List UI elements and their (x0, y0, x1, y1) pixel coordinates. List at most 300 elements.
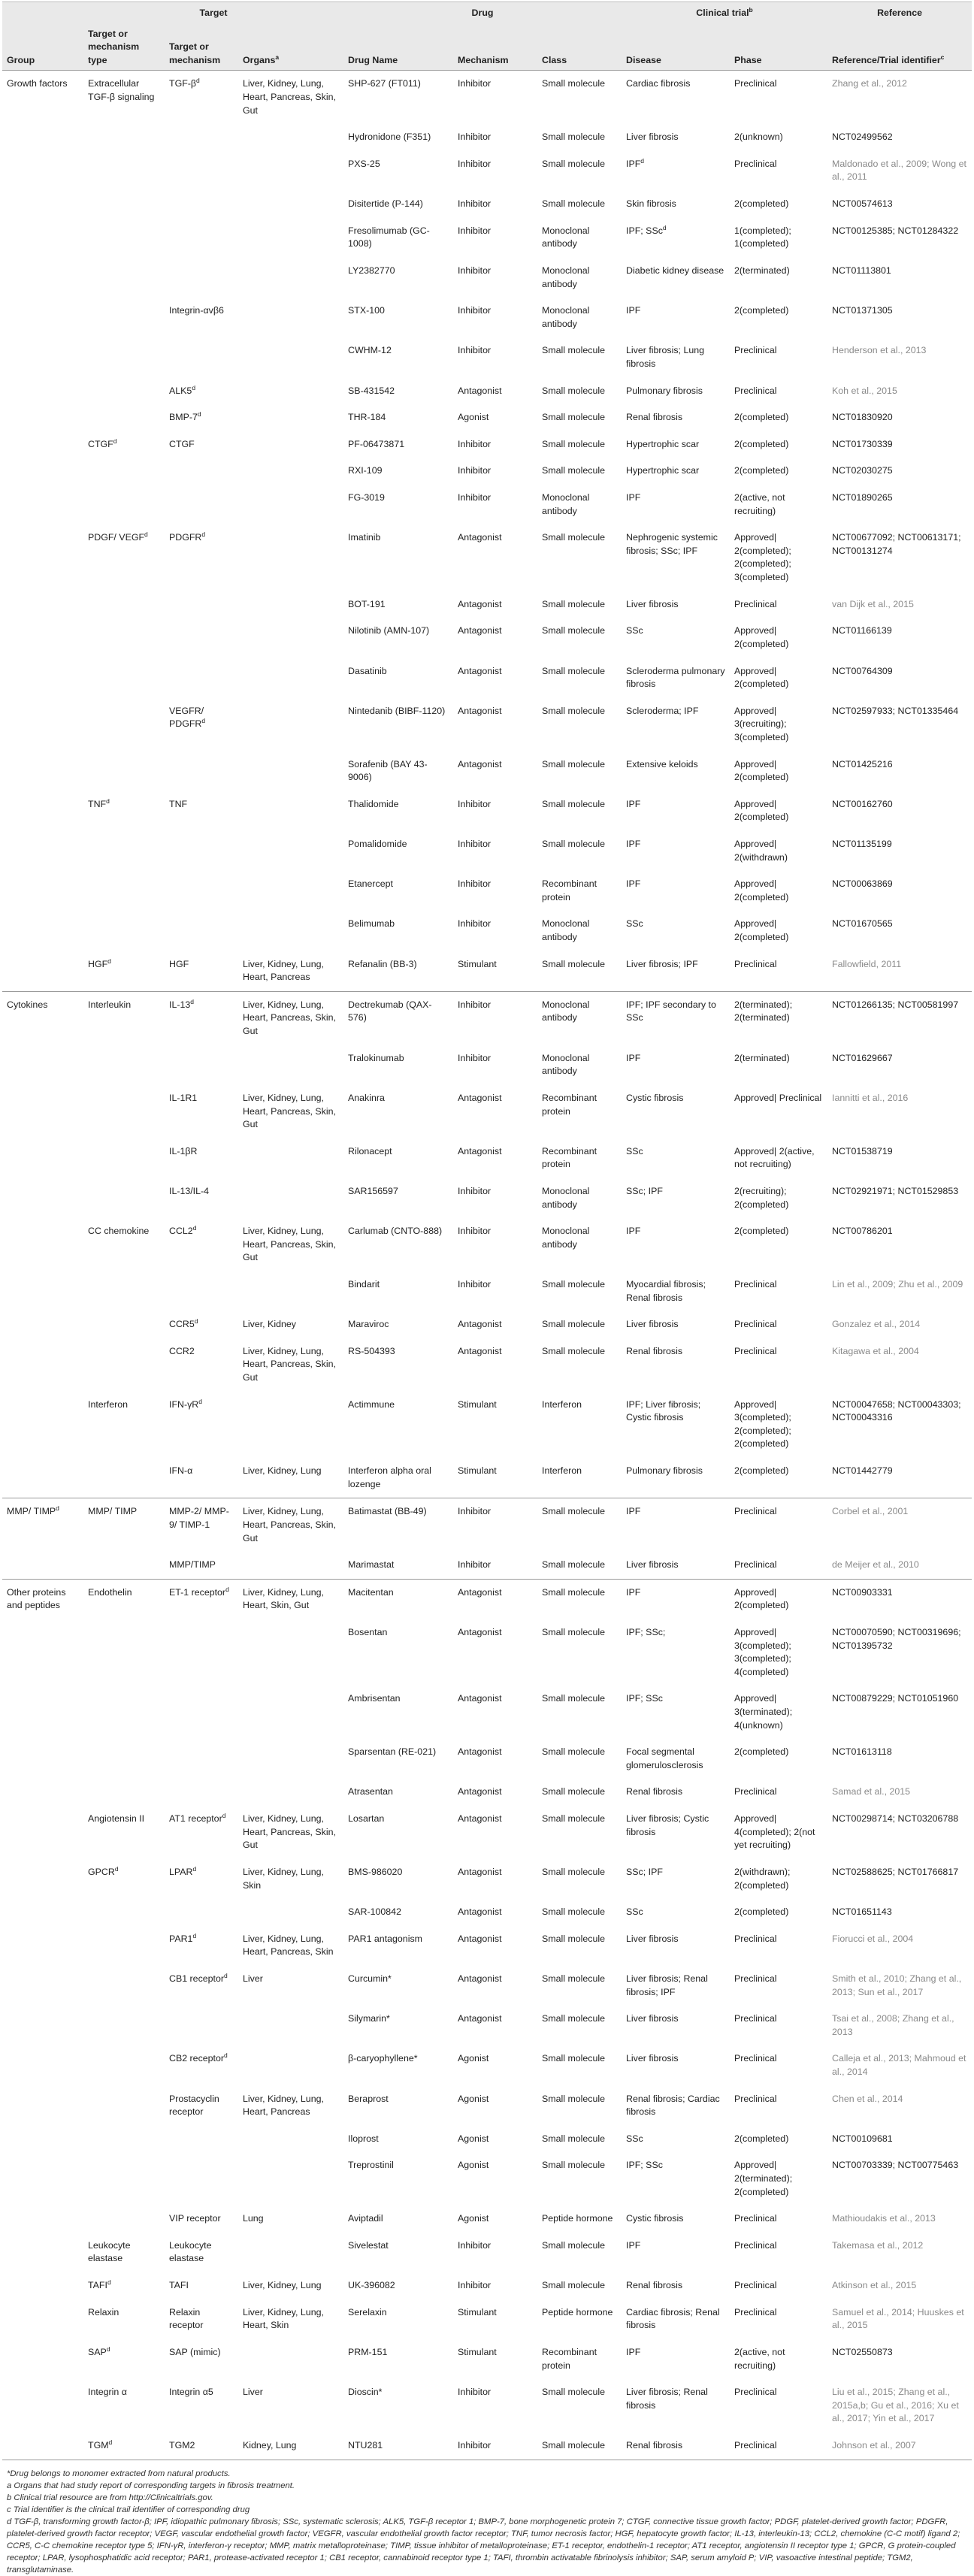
target-type-cell (83, 2299, 165, 2339)
table-row (2, 1859, 972, 1899)
phase-cell (730, 1085, 827, 1138)
mechanism-cell-text: Inhibitor (458, 265, 492, 276)
drug-name-cell-text: Disitertide (P-144) (348, 198, 423, 210)
drug-name-cell (343, 618, 453, 658)
drug-name-cell-text: Tralokinumab (348, 1052, 404, 1063)
mechanism-cell-text: Inhibitor (458, 838, 492, 849)
disease-cell (622, 1552, 730, 1579)
class-cell-text: Recombinant protein (542, 1092, 597, 1117)
target-cell (165, 871, 238, 911)
drug-name-cell (343, 658, 453, 698)
organs-cell (238, 618, 343, 658)
reference-cell (827, 2126, 972, 2153)
drug-name-cell-text: Maraviroc (348, 1319, 389, 1330)
organs-cell-text: Liver, Kidney, Lung, Heart, Pancreas, Skin, Gut (243, 78, 336, 116)
group-cell (2, 1552, 83, 1579)
target-type-cell (83, 618, 165, 658)
target-type-cell (83, 258, 165, 298)
mechanism-cell-text: Inhibitor (458, 132, 492, 143)
class-cell (537, 2339, 622, 2379)
class-cell (537, 218, 622, 258)
class-cell (537, 2272, 622, 2299)
reference-cell-text: NCT00764309 (832, 665, 893, 676)
drug-name-cell (343, 1926, 453, 1966)
drug-name-cell-text: Anakinra (348, 1092, 385, 1103)
mechanism-cell (453, 1926, 537, 1966)
mechanism-cell (453, 2152, 537, 2206)
drug-name-cell (343, 485, 453, 525)
target-cell (165, 1338, 238, 1392)
group-cell (2, 1859, 83, 1899)
phase-cell (730, 951, 827, 992)
drug-name-cell-text: Etanercept (348, 878, 393, 890)
organs-cell-text: Liver, Kidney, Lung, Heart, Pancreas, Skin (243, 1933, 334, 1958)
target-type-cell (83, 1338, 165, 1392)
target-cell-text: CCR2 (169, 1345, 195, 1356)
reference-cell (827, 2299, 972, 2339)
drug-name-cell (343, 1271, 453, 1311)
table-row (2, 658, 972, 698)
organs-cell-text: Liver, Kidney, Lung, Heart, Pancreas, Skin, Gut (243, 1226, 336, 1263)
organs-cell (238, 2126, 343, 2153)
phase-cell (730, 1619, 827, 1686)
disease-cell-text: IPF; IPF secondary to SSc (626, 999, 716, 1023)
drug-name-cell-text: PAR1 antagonism (348, 1933, 422, 1944)
target-type-cell (83, 911, 165, 951)
mechanism-cell-text: Inhibitor (458, 492, 492, 503)
table-row (2, 1966, 972, 2006)
disease-cell-text: Liver fibrosis; IPF (626, 958, 698, 969)
reference-cell-text: NCT02550873 (832, 2346, 893, 2357)
drug-name-cell (343, 1458, 453, 1498)
target-type-cell (83, 1311, 165, 1338)
mechanism-cell-text: Antagonist (458, 1813, 502, 1825)
mechanism-cell-text: Antagonist (458, 1145, 502, 1156)
target-cell (165, 991, 238, 1045)
mechanism-cell (453, 1739, 537, 1779)
phase-cell (730, 2086, 827, 2126)
class-cell (537, 871, 622, 911)
target-type-cell (83, 951, 165, 992)
drug-name-cell (343, 1619, 453, 1686)
drug-name-cell (343, 431, 453, 458)
class-cell-text: Small molecule (542, 838, 606, 849)
reference-cell (827, 871, 972, 911)
class-cell-text: Small molecule (542, 1813, 606, 1825)
reference-cell-text: NCT02499562 (832, 132, 893, 143)
disease-cell-text: IPF (626, 492, 641, 503)
reference-cell (827, 2272, 972, 2299)
target-type-cell-text: Angiotensin II (88, 1813, 145, 1825)
target-cell (165, 404, 238, 431)
class-cell (537, 831, 622, 871)
reference-cell-text: Takemasa et al., 2012 (832, 2239, 924, 2251)
drug-name-cell (343, 2126, 453, 2153)
drug-name-cell (343, 791, 453, 831)
reference-cell (827, 2045, 972, 2085)
group-cell (2, 2045, 83, 2085)
disease-cell-text: SSc (626, 625, 643, 636)
phase-cell-text: Preclinical (734, 2387, 777, 2398)
phase-cell-text: Approved| 2(terminated); 2(completed) (734, 2160, 793, 2197)
disease-cell (622, 2152, 730, 2206)
table-row (2, 591, 972, 618)
disease-cell (622, 1338, 730, 1392)
target-type-cell (83, 404, 165, 431)
reference-cell (827, 1806, 972, 1859)
table-row (2, 1619, 972, 1686)
target-type-cell (83, 191, 165, 218)
target-cell (165, 658, 238, 698)
mechanism-cell-text: Inhibitor (458, 1559, 492, 1571)
reference-cell-text: NCT00879229; NCT01051960 (832, 1693, 959, 1704)
disease-cell-text: SSc; IPF (626, 1185, 663, 1196)
drug-name-cell (343, 591, 453, 618)
disease-cell (622, 525, 730, 591)
mechanism-cell (453, 991, 537, 1045)
class-cell (537, 1178, 622, 1218)
phase-cell-text: 2(completed) (734, 1226, 789, 1237)
class-cell (537, 658, 622, 698)
mechanism-cell (453, 791, 537, 831)
group-cell (2, 1899, 83, 1926)
disease-cell-text: Hypertrophic scar (626, 465, 700, 476)
class-cell (537, 1859, 622, 1899)
phase-cell-text: 2(completed) (734, 438, 789, 449)
disease-cell (622, 458, 730, 485)
target-type-cell (83, 2006, 165, 2045)
phase-cell (730, 2379, 827, 2432)
disease-cell (622, 791, 730, 831)
disease-cell (622, 1619, 730, 1686)
mechanism-cell (453, 124, 537, 151)
footnote-mark: d (662, 223, 667, 231)
phase-cell (730, 2006, 827, 2045)
phase-cell (730, 2045, 827, 2085)
mechanism-cell-text: Antagonist (458, 705, 502, 716)
class-cell-text: Small molecule (542, 2013, 606, 2024)
class-cell-text: Small molecule (542, 158, 606, 169)
mechanism-cell-text: Antagonist (458, 758, 502, 769)
target-cell-text: Prostacyclin receptor (169, 2093, 219, 2118)
class-cell-text: Small molecule (542, 1906, 606, 1918)
target-cell (165, 1619, 238, 1686)
phase-cell (730, 337, 827, 377)
phase-cell-text: Approved| 2(completed) (734, 1586, 789, 1611)
table-row (2, 2126, 972, 2153)
disease-cell (622, 2432, 730, 2460)
target-type-cell-text: HGF (88, 958, 108, 969)
organs-cell (238, 2379, 343, 2432)
disease-cell-text: IPF; SSc; (626, 1626, 666, 1637)
phase-cell-text: Preclinical (734, 78, 777, 89)
reference-cell-text: NCT02597933; NCT01335464 (832, 705, 959, 716)
target-cell (165, 911, 238, 951)
target-cell-text: CB1 receptor (169, 1973, 225, 1984)
target-cell (165, 191, 238, 218)
organs-cell (238, 2206, 343, 2233)
mechanism-cell (453, 951, 537, 992)
table-row (2, 71, 972, 124)
mechanism-cell-text: Agonist (458, 2133, 489, 2144)
organs-cell-text: Liver, Kidney, Lung, Heart, Pancreas (243, 2093, 324, 2118)
mechanism-cell (453, 871, 537, 911)
reference-cell-text: Zhang et al., 2012 (832, 78, 907, 89)
mechanism-cell (453, 1779, 537, 1806)
phase-cell (730, 458, 827, 485)
target-cell (165, 2379, 238, 2432)
col-target-type-label: Target or mechanism type (88, 28, 140, 65)
target-type-cell (83, 871, 165, 911)
phase-cell-text: Approved| 2(completed) (734, 918, 789, 943)
phase-cell-text: 2(active, not recruiting) (734, 2346, 785, 2371)
target-type-cell (83, 1579, 165, 1619)
mechanism-cell-text: Antagonist (458, 1973, 502, 1984)
table-row (2, 378, 972, 405)
mechanism-cell (453, 1138, 537, 1178)
disease-cell (622, 124, 730, 151)
phase-cell (730, 431, 827, 458)
phase-cell-text: Approved| 2(completed); 2(completed); 3(completed) (734, 532, 791, 583)
target-type-cell (83, 698, 165, 751)
reference-cell-text: NCT02030275 (832, 465, 893, 476)
organs-cell-text: Liver, Kidney, Lung, Heart, Pancreas, Skin, Gut (243, 1092, 336, 1130)
organs-cell-text: Liver, Kidney, Lung, Heart, Skin (243, 2306, 324, 2331)
phase-cell-text: Preclinical (734, 1319, 777, 1330)
target-cell-text: Integrin-αvβ6 (169, 305, 224, 316)
target-cell-text: TAFI (169, 2280, 189, 2291)
table-row (2, 2233, 972, 2272)
disease-cell (622, 1779, 730, 1806)
disease-cell-text: Pulmonary fibrosis (626, 1465, 703, 1477)
class-cell-text: Small molecule (542, 412, 606, 423)
mechanism-cell-text: Inhibitor (458, 2387, 492, 2398)
target-type-cell (83, 485, 165, 525)
target-type-cell (83, 1138, 165, 1178)
disease-cell (622, 1271, 730, 1311)
group-cell (2, 378, 83, 405)
drug-name-cell-text: Silymarin* (348, 2013, 390, 2024)
phase-cell-text: 2(terminated); 2(terminated) (734, 999, 793, 1023)
reference-cell (827, 2379, 972, 2432)
table-body (2, 71, 972, 2460)
target-type-cell (83, 2126, 165, 2153)
reference-cell-text: NCT01830920 (832, 412, 893, 423)
target-cell (165, 791, 238, 831)
col-drug-label: Drug (471, 8, 494, 18)
disease-cell-text: IPF; Liver fibrosis; Cystic fibrosis (626, 1398, 701, 1423)
target-cell-text: TGF-β (169, 78, 197, 89)
reference-cell (827, 1899, 972, 1926)
disease-cell (622, 2299, 730, 2339)
class-cell (537, 1218, 622, 1271)
disease-cell (622, 191, 730, 218)
drug-name-cell (343, 525, 453, 591)
target-cell-text: PAR1 (169, 1933, 193, 1944)
phase-cell (730, 991, 827, 1045)
disease-cell-text: Cardiac fibrosis (626, 78, 691, 89)
table-row (2, 431, 972, 458)
drug-name-cell-text: RS-504393 (348, 1345, 395, 1356)
phase-cell (730, 2152, 827, 2206)
class-cell (537, 298, 622, 337)
header-row-sub (2, 23, 972, 71)
phase-cell-text: Preclinical (734, 958, 777, 969)
target-type-cell-text: Leukocyte elastase (88, 2239, 131, 2264)
organs-cell (238, 1392, 343, 1458)
mechanism-cell (453, 1552, 537, 1579)
group-cell (2, 791, 83, 831)
drug-name-cell (343, 1779, 453, 1806)
disease-cell-text: Liver fibrosis (626, 2053, 679, 2064)
phase-cell (730, 1458, 827, 1498)
target-cell (165, 1498, 238, 1552)
mechanism-cell-text: Stimulant (458, 1398, 497, 1410)
phase-cell-text: 2(completed) (734, 465, 789, 476)
drug-name-cell (343, 124, 453, 151)
class-cell-text: Small molecule (542, 465, 606, 476)
reference-cell-text: Mathioudakis et al., 2013 (832, 2213, 936, 2224)
col-mechanism-label: Mechanism (458, 54, 509, 65)
phase-cell (730, 791, 827, 831)
class-cell-text: Small molecule (542, 1786, 606, 1797)
phase-cell-text: Preclinical (734, 1345, 777, 1356)
phase-cell (730, 71, 827, 124)
reference-cell (827, 485, 972, 525)
organs-cell (238, 991, 343, 1045)
reference-cell-text: NCT00677092; NCT00613171; NCT00131274 (832, 532, 961, 556)
phase-cell (730, 191, 827, 218)
disease-cell (622, 1138, 730, 1178)
phase-cell-text: 2(withdrawn); 2(completed) (734, 1866, 791, 1891)
group-cell (2, 1271, 83, 1311)
group-cell (2, 2339, 83, 2379)
group-cell (2, 2086, 83, 2126)
drug-name-cell-text: PXS-25 (348, 158, 380, 169)
phase-cell (730, 698, 827, 751)
target-cell (165, 124, 238, 151)
organs-cell (238, 791, 343, 831)
class-cell-text: Small molecule (542, 1586, 606, 1598)
col-target-group (83, 2, 343, 23)
drug-name-cell (343, 1899, 453, 1926)
phase-cell (730, 298, 827, 337)
phase-cell (730, 1311, 827, 1338)
target-cell (165, 298, 238, 337)
disease-cell-text: Cystic fibrosis (626, 1092, 684, 1103)
reference-cell (827, 1498, 972, 1552)
organs-cell-text: Liver, Kidney, Lung, Heart, Pancreas, Skin, Gut (243, 999, 336, 1037)
target-cell (165, 1859, 238, 1899)
class-cell (537, 1271, 622, 1311)
class-cell-text: Small molecule (542, 1279, 606, 1290)
reference-cell (827, 1686, 972, 1739)
mechanism-cell-text: Agonist (458, 2053, 489, 2064)
phase-cell-text: Preclinical (734, 1973, 777, 1984)
reference-cell (827, 991, 972, 1045)
organs-cell (238, 1966, 343, 2006)
organs-cell (238, 698, 343, 751)
group-cell (2, 258, 83, 298)
target-cell (165, 831, 238, 871)
table-row (2, 2379, 972, 2432)
target-type-cell (83, 1806, 165, 1859)
class-cell (537, 2432, 622, 2460)
reference-cell-text: Johnson et al., 2007 (832, 2439, 916, 2451)
target-cell-text: IL-13 (169, 999, 191, 1010)
target-type-cell (83, 1619, 165, 1686)
target-cell-text: ET-1 receptor (169, 1586, 226, 1598)
target-cell (165, 2432, 238, 2460)
reference-cell-text: NCT00574613 (832, 198, 893, 210)
disease-cell-text: Liver fibrosis (626, 132, 679, 143)
phase-cell-text: Approved| 2(active, not recruiting) (734, 1145, 815, 1170)
group-cell (2, 1311, 83, 1338)
table-row (2, 2272, 972, 2299)
phase-cell-text: Approved| 2(completed) (734, 625, 789, 649)
target-type-cell-text: GPCR (88, 1866, 115, 1877)
footnote-mark: d (224, 2051, 228, 2060)
class-cell-text: Recombinant protein (542, 878, 597, 903)
footnote-mark: d (201, 717, 206, 725)
target-cell (165, 431, 238, 458)
table-row (2, 1138, 972, 1178)
organs-cell (238, 871, 343, 911)
reference-cell (827, 2233, 972, 2272)
table-row (2, 2006, 972, 2045)
footnote-mark: d (192, 1931, 197, 1940)
table-row (2, 1311, 972, 1338)
class-cell (537, 1619, 622, 1686)
group-cell (2, 1178, 83, 1218)
drug-name-cell (343, 71, 453, 124)
phase-cell (730, 1338, 827, 1392)
mechanism-cell (453, 1899, 537, 1926)
reference-cell (827, 658, 972, 698)
disease-cell-text: IPF; SSc (626, 225, 663, 236)
organs-cell (238, 525, 343, 591)
group-cell (2, 2006, 83, 2045)
group-cell (2, 404, 83, 431)
target-cell (165, 1686, 238, 1739)
reference-cell-text: van Dijk et al., 2015 (832, 598, 914, 609)
reference-cell-text: NCT01651143 (832, 1906, 892, 1918)
disease-cell-text: IPF (626, 878, 641, 890)
target-cell-text: CB2 receptor (169, 2053, 225, 2064)
drug-name-cell (343, 1311, 453, 1338)
col-drug-name (343, 23, 453, 71)
col-ref-identifier-label: Reference/Trial identifier (832, 54, 941, 65)
disease-cell-text: Renal fibrosis (626, 412, 683, 423)
reference-cell-text: Maldonado et al., 2009; Wong et al., 2011 (832, 158, 966, 183)
phase-cell-text: Approved| 2(completed) (734, 798, 789, 823)
target-type-cell (83, 458, 165, 485)
group-cell (2, 658, 83, 698)
table-row (2, 124, 972, 151)
class-cell-text: Monoclonal antibody (542, 305, 590, 329)
disease-cell-text: Liver fibrosis (626, 1559, 679, 1571)
mechanism-cell-text: Inhibitor (458, 465, 492, 476)
drug-name-cell-text: Beraprost (348, 2093, 389, 2104)
drug-name-cell-text: Pomalidomide (348, 838, 407, 849)
organs-cell (238, 1806, 343, 1859)
organs-cell (238, 2086, 343, 2126)
reference-cell (827, 618, 972, 658)
disease-cell-text: IPF (626, 838, 641, 849)
drug-name-cell-text: Batimastat (BB-49) (348, 1506, 427, 1517)
class-cell-text: Recombinant protein (542, 1145, 597, 1170)
mechanism-cell-text: Antagonist (458, 1626, 502, 1637)
